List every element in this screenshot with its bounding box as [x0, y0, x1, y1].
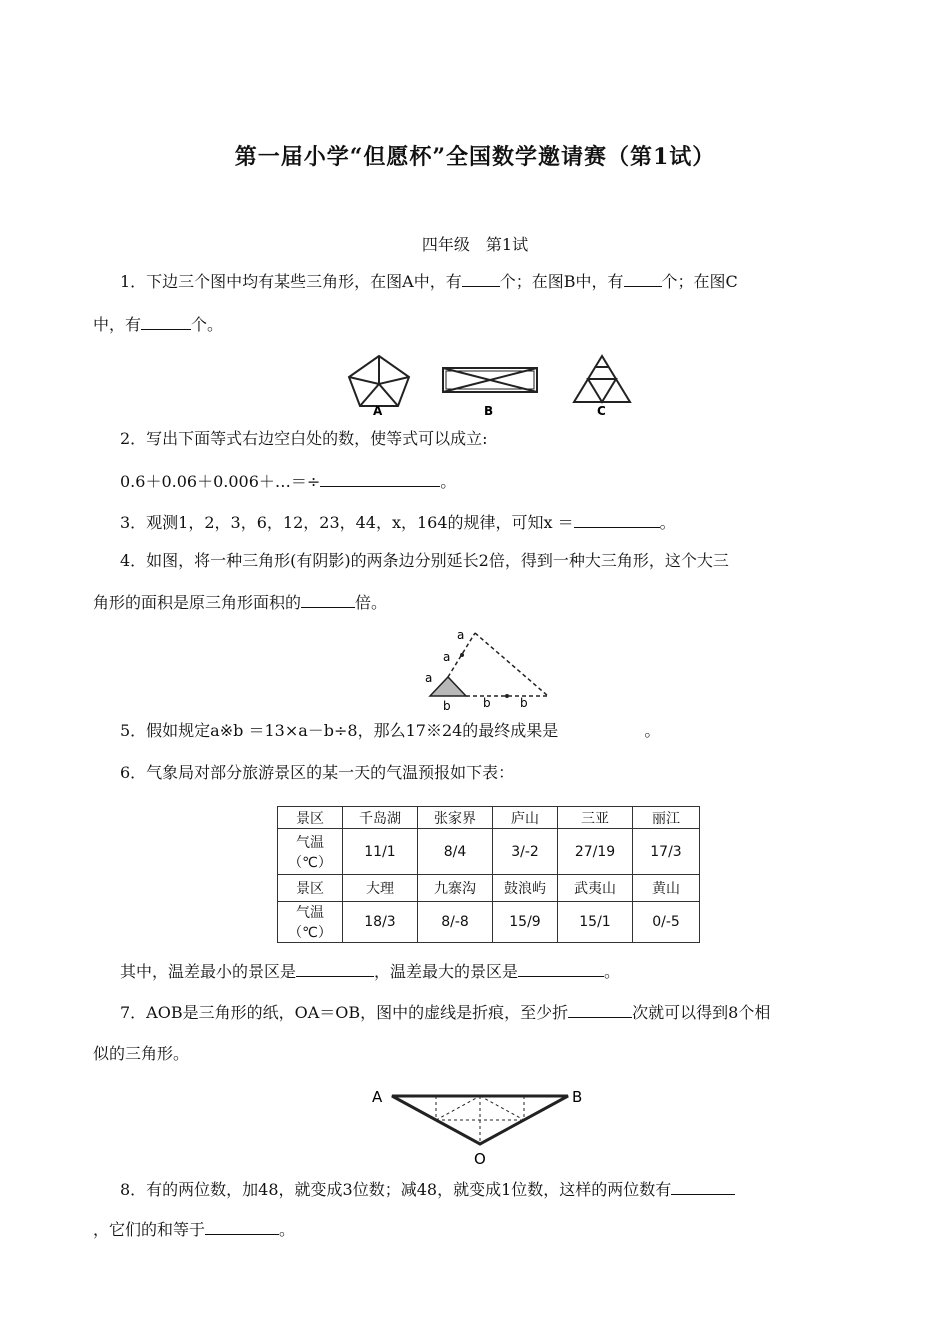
answer-blank — [301, 591, 355, 608]
question-1-text-part4: 中，有 — [93, 315, 142, 334]
question-2-end: 。 — [440, 472, 457, 491]
question-7-text-part2: 次就可以得到8个相 — [632, 1003, 771, 1022]
question-4-line-1: 4．如图，将一种三角形(有阴影)的两条边分别延长2倍，得到一种大三角形，这个大三 — [120, 551, 729, 570]
figure-b-label: B — [484, 404, 494, 418]
table-header-cell: 景区 — [278, 875, 343, 902]
question-3-line — [120, 511, 676, 534]
vertex-label-o: O — [474, 1150, 486, 1168]
question-3-end: 。 — [659, 513, 676, 532]
question-7-line-1 — [120, 1001, 770, 1024]
answer-blank — [205, 1218, 279, 1235]
answer-blank — [141, 313, 191, 330]
table-cell: 黄山 — [633, 875, 700, 902]
table-cell: 庐山 — [493, 807, 558, 829]
question-6-answer-line — [120, 960, 620, 983]
figure-c-label: C — [597, 404, 606, 418]
question-8-line-1 — [120, 1178, 735, 1201]
side-label-b: b — [443, 699, 451, 713]
figure-q7 — [368, 1084, 588, 1170]
temperature-table — [277, 806, 700, 943]
answer-blank — [518, 960, 604, 977]
question-6-text: 6．气象局对部分旅游景区的某一天的气温预报如下表： — [120, 763, 515, 782]
vertex-label-a: A — [372, 1088, 383, 1106]
fold-lines — [436, 1096, 524, 1144]
table-header-line: （℃） — [288, 925, 332, 941]
dashed-extensions — [448, 633, 548, 696]
question-6-answer-part3: 。 — [604, 962, 621, 981]
table-cell: 15/9 — [493, 902, 558, 943]
table-header-cell — [278, 902, 343, 943]
page-title: 第一届小学“但愿杯”全国数学邀请赛（第1试） — [234, 144, 716, 170]
side-label-a: a — [425, 671, 433, 685]
figure-q1 — [340, 350, 640, 420]
question-5-text: 5．假如规定a※b ＝13×a－b÷8，那么17※24的最终成果是 — [120, 721, 559, 740]
question-8-line-2 — [93, 1218, 295, 1241]
table-cell: 0/-5 — [633, 902, 700, 943]
table-row — [278, 829, 700, 875]
table-cell: 丽江 — [633, 807, 700, 829]
shaded-triangle — [430, 677, 466, 696]
table-cell: 九寨沟 — [418, 875, 493, 902]
vertex-label-b: B — [572, 1088, 583, 1106]
question-1-line-2 — [93, 313, 223, 336]
table-cell: 27/19 — [558, 829, 633, 875]
table-header-line: 气温 — [296, 834, 324, 851]
side-label-b: b — [483, 696, 491, 710]
table-cell: 8/-8 — [418, 902, 493, 943]
table-header-cell: 景区 — [278, 807, 343, 829]
table-cell: 17/3 — [633, 829, 700, 875]
question-2-equation — [120, 470, 456, 493]
table-cell: 武夷山 — [558, 875, 633, 902]
side-label-b: b — [520, 696, 528, 710]
table-row — [278, 875, 700, 902]
table-header-cell — [278, 829, 343, 875]
table-cell: 3/-2 — [493, 829, 558, 875]
side-label-a: a — [443, 650, 451, 664]
figure-c-triangle — [574, 356, 630, 402]
answer-blank — [671, 1178, 735, 1195]
table-row — [278, 902, 700, 943]
answer-blank — [574, 511, 660, 528]
figure-q4 — [420, 626, 560, 714]
table-row — [278, 807, 700, 829]
question-5-end: 。 — [644, 721, 661, 740]
question-8-end: 。 — [279, 1220, 296, 1239]
answer-blank — [320, 470, 440, 487]
question-6-answer-part1: 其中，温差最小的景区是 — [120, 962, 297, 981]
question-4-text-part1: 角形的面积是原三角形面积的 — [93, 593, 302, 612]
table-cell: 18/3 — [343, 902, 418, 943]
question-4-text-part2: 倍。 — [355, 593, 388, 612]
answer-blank — [296, 960, 374, 977]
question-8-text-part1: 8．有的两位数，加48，就变成3位数；减48，就变成1位数，这样的两位数有 — [120, 1180, 672, 1199]
question-1-text-part5: 个。 — [191, 315, 224, 334]
question-2-equation-text: 0.6＋0.06＋0.006＋…＝÷ — [120, 472, 321, 491]
question-2-text: 2．写出下面等式右边空白处的数，使等式可以成立: — [120, 429, 488, 448]
figure-b-rectangle — [443, 368, 537, 392]
figure-a-label: A — [373, 404, 383, 418]
question-6-answer-part2: ，温差最大的景区是 — [374, 962, 519, 981]
page-subtitle: 四年级 第1试 — [421, 235, 529, 254]
table-cell: 8/4 — [418, 829, 493, 875]
question-1-text-part3: 个；在图C — [661, 272, 738, 291]
table-header-line: 气温 — [296, 905, 324, 921]
question-4-line-2 — [93, 591, 387, 614]
question-7-line-2: 似的三角形。 — [93, 1044, 190, 1063]
table-cell: 鼓浪屿 — [493, 875, 558, 902]
table-cell: 大理 — [343, 875, 418, 902]
question-8-text-part2: ，它们的和等于 — [93, 1220, 206, 1239]
question-1-text-part1: 1．下边三个图中均有某些三角形，在图A中，有 — [120, 272, 462, 291]
answer-blank — [462, 270, 500, 287]
answer-blank — [624, 270, 662, 287]
table-cell: 15/1 — [558, 902, 633, 943]
table-cell: 11/1 — [343, 829, 418, 875]
table-cell: 三亚 — [558, 807, 633, 829]
side-label-a: a — [457, 628, 465, 642]
table-cell: 张家界 — [418, 807, 493, 829]
question-3-text: 3．观测1，2，3，6，12，23，44，x，164的规律，可知x ＝ — [120, 513, 574, 532]
question-1-text-part2: 个；在图B中，有 — [499, 272, 624, 291]
table-cell: 千岛湖 — [343, 807, 418, 829]
question-5-line — [120, 720, 660, 742]
table-header-line: （℃） — [288, 854, 332, 871]
figure-a-pentagon — [349, 356, 409, 406]
answer-blank — [568, 1001, 632, 1018]
question-1-line-1 — [120, 270, 738, 293]
question-7-text-part1: 7．AOB是三角形的纸，OA＝OB，图中的虚线是折痕，至少折 — [120, 1003, 569, 1022]
